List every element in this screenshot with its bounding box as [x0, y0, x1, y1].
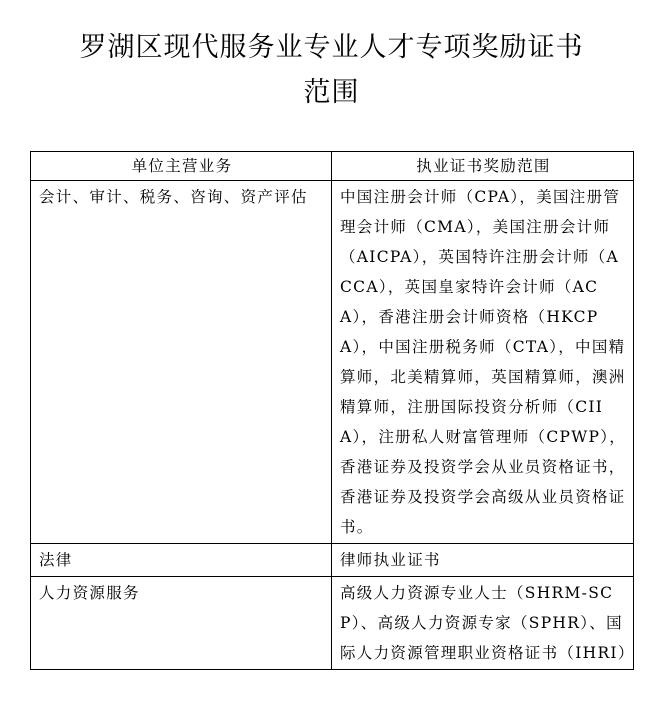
- row-business: 人力资源服务: [31, 577, 332, 670]
- header-business: 单位主营业务: [31, 152, 332, 181]
- table-row: [31, 544, 634, 577]
- document-title-line-1: 罗湖区现代服务业专业人才专项奖励证书: [79, 32, 584, 63]
- table-row: [31, 181, 634, 544]
- certificate-scope-table: [30, 151, 634, 670]
- document-title-line-2: 范围: [303, 77, 360, 108]
- table-header-row: [31, 152, 634, 181]
- row-certificates: 中国注册会计师（CPA），美国注册管理会计师（CMA），美国注册会计师（AICPA），英国特许注册会计师（ACCA），英国皇家特许会计师（ACA），香港注册会计师资格（HKCPA），中国注册税务师（CTA），中国精算师，北美精算师，英国精算师，澳洲精算师，注册国际投资分析师（CIIA），注册私人财富管理师（CPWP），香港证券及投资学会从业员资格证书，香港证券及投资学会高级从业员资格证书。: [332, 181, 634, 544]
- header-certificate-scope: 执业证书奖励范围: [332, 152, 634, 181]
- row-certificates: 高级人力资源专业人士（SHRM-SCP）、高级人力资源专家（SPHR）、国际人力资源管理职业资格证书（IHRI）: [332, 577, 634, 670]
- row-certificates: 律师执业证书: [332, 544, 634, 577]
- row-business: 法律: [31, 544, 332, 577]
- table-row: [31, 577, 634, 670]
- row-business: 会计、审计、税务、咨询、资产评估: [31, 181, 332, 544]
